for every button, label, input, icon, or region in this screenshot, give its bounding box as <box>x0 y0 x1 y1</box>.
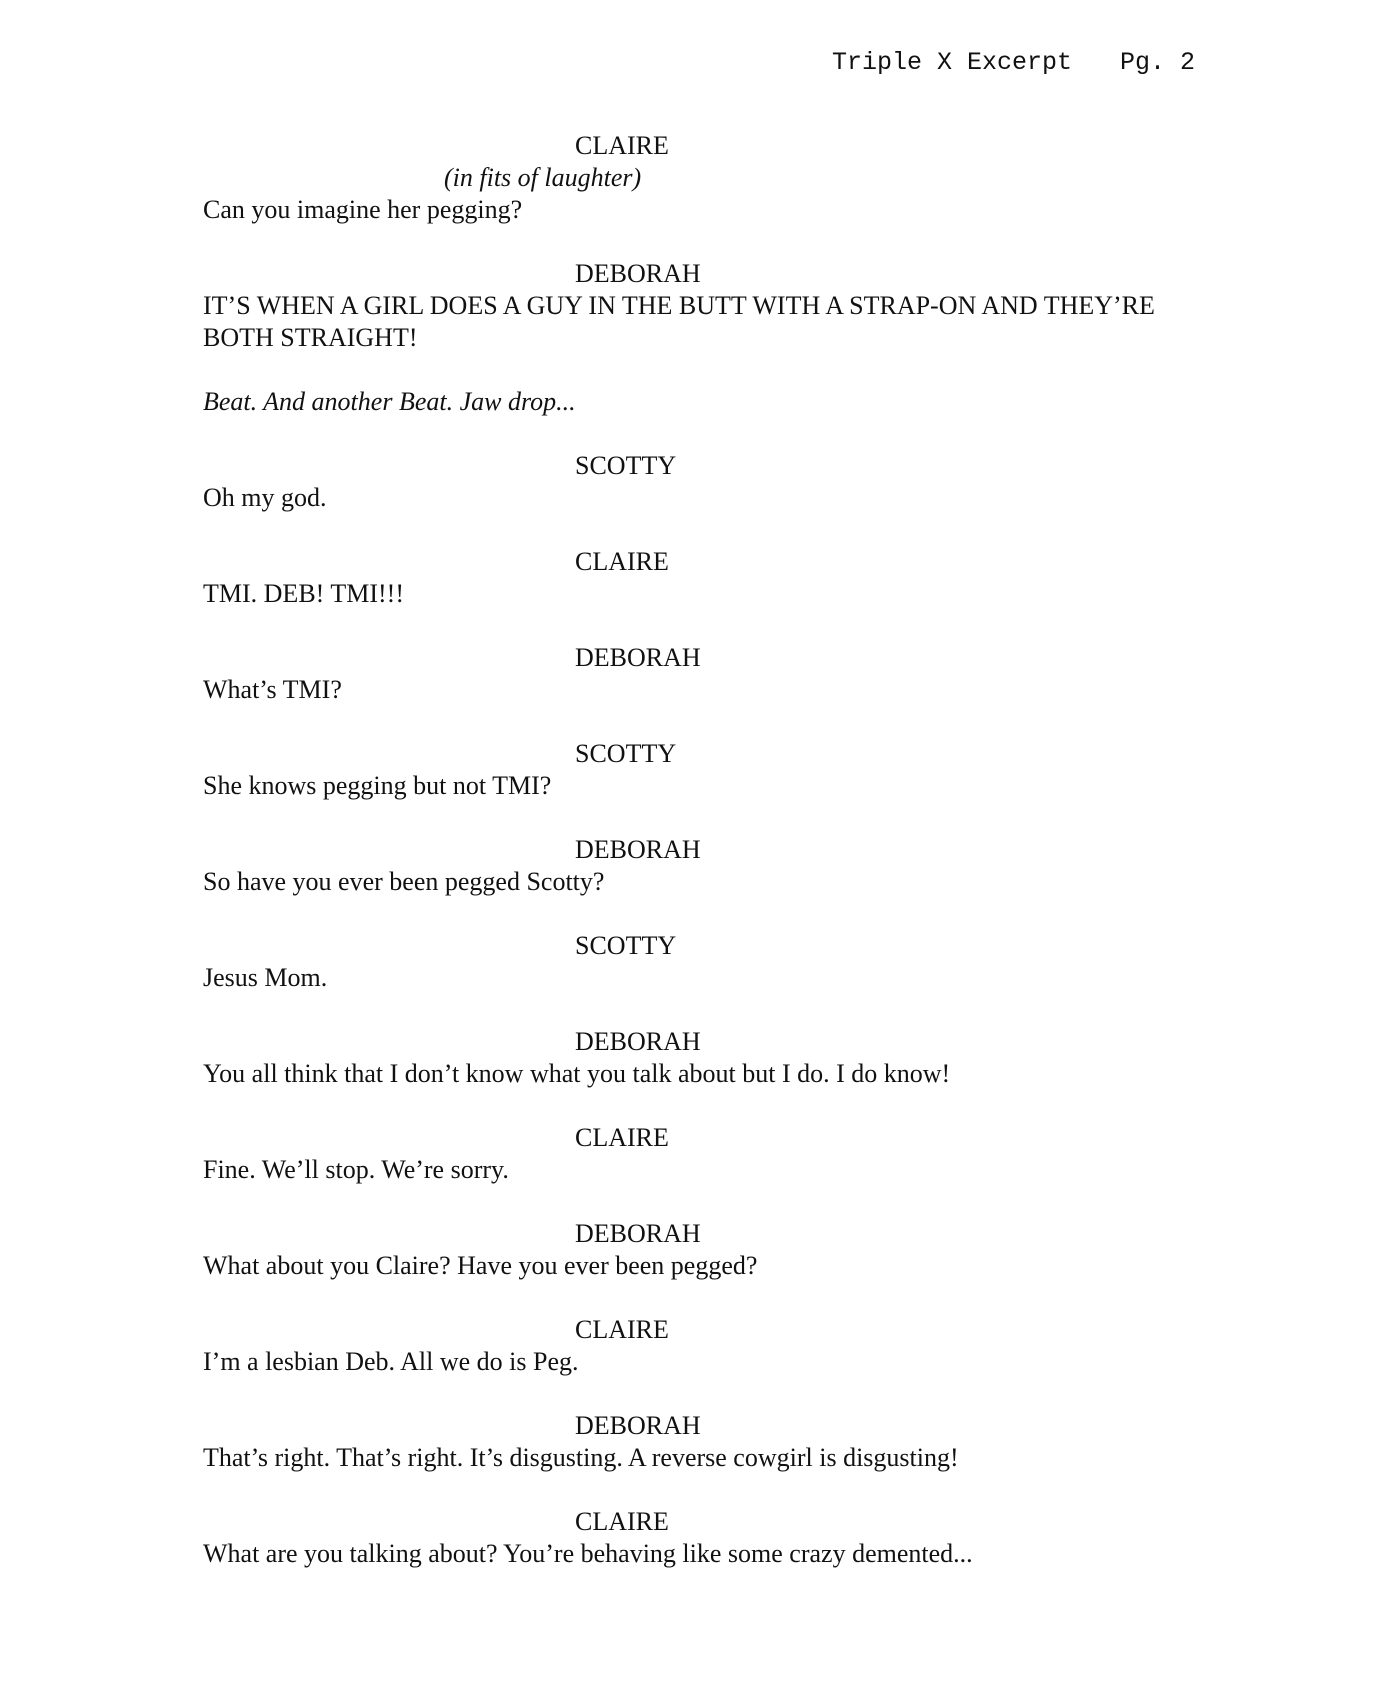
dialogue-line: I’m a lesbian Deb. All we do is Peg. <box>203 1347 579 1376</box>
character-name: CLAIRE <box>575 1315 669 1344</box>
dialogue-block <box>203 1410 1163 1474</box>
dialogue-line: What about you Claire? Have you ever been pegged? <box>203 1251 758 1280</box>
dialogue-block <box>203 130 1163 226</box>
dialogue-line: Oh my god. <box>203 483 327 512</box>
character-name: DEBORAH <box>575 1411 701 1440</box>
dialogue-line: So have you ever been pegged Scotty? <box>203 867 605 896</box>
character-name: SCOTTY <box>575 451 677 480</box>
header-title: Triple X Excerpt <box>831 48 1072 77</box>
dialogue-block <box>203 930 1163 994</box>
dialogue-block <box>203 546 1163 610</box>
dialogue-block <box>203 1314 1163 1378</box>
character-name: CLAIRE <box>575 547 669 576</box>
dialogue-block <box>203 642 1163 706</box>
dialogue-block <box>203 1218 1163 1282</box>
character-name: CLAIRE <box>575 1123 669 1152</box>
dialogue-line: Can you imagine her pegging? <box>203 195 523 224</box>
dialogue-block <box>203 450 1163 514</box>
dialogue-line: TMI. DEB! TMI!!! <box>203 579 404 608</box>
character-name: DEBORAH <box>575 835 701 864</box>
character-name: CLAIRE <box>575 131 669 160</box>
dialogue-line: What are you talking about? You’re behaving like some crazy demented... <box>203 1539 973 1568</box>
dialogue-line: IT’S WHEN A GIRL DOES A GUY IN THE BUTT WITH A STRAP-ON AND THEY’RE BOTH STRAIGHT! <box>203 291 1155 352</box>
dialogue-line: That’s right. That’s right. It’s disgusting. A reverse cowgirl is disgusting! <box>203 1443 959 1472</box>
dialogue-line: Fine. We’ll stop. We’re sorry. <box>203 1155 509 1184</box>
character-name: DEBORAH <box>575 1027 701 1056</box>
dialogue-block <box>203 1026 1163 1090</box>
script-body <box>203 130 1163 1602</box>
dialogue-block <box>203 258 1163 354</box>
page-header <box>0 48 1195 77</box>
action-line: Beat. And another Beat. Jaw drop... <box>203 387 576 416</box>
character-name: DEBORAH <box>575 1219 701 1248</box>
character-name: DEBORAH <box>575 643 701 672</box>
parenthetical: (in fits of laughter) <box>444 163 642 192</box>
dialogue-block <box>203 1122 1163 1186</box>
character-name: CLAIRE <box>575 1507 669 1536</box>
character-name: SCOTTY <box>575 739 677 768</box>
character-name: SCOTTY <box>575 931 677 960</box>
dialogue-line: Jesus Mom. <box>203 963 328 992</box>
dialogue-line: She knows pegging but not TMI? <box>203 771 552 800</box>
character-name: DEBORAH <box>575 259 701 288</box>
dialogue-block <box>203 834 1163 898</box>
dialogue-line: You all think that I don’t know what you talk about but I do. I do know! <box>203 1059 951 1088</box>
page-number: Pg. 2 <box>1119 48 1195 77</box>
dialogue-block <box>203 738 1163 802</box>
dialogue-line: What’s TMI? <box>203 675 342 704</box>
dialogue-block <box>203 1506 1163 1570</box>
